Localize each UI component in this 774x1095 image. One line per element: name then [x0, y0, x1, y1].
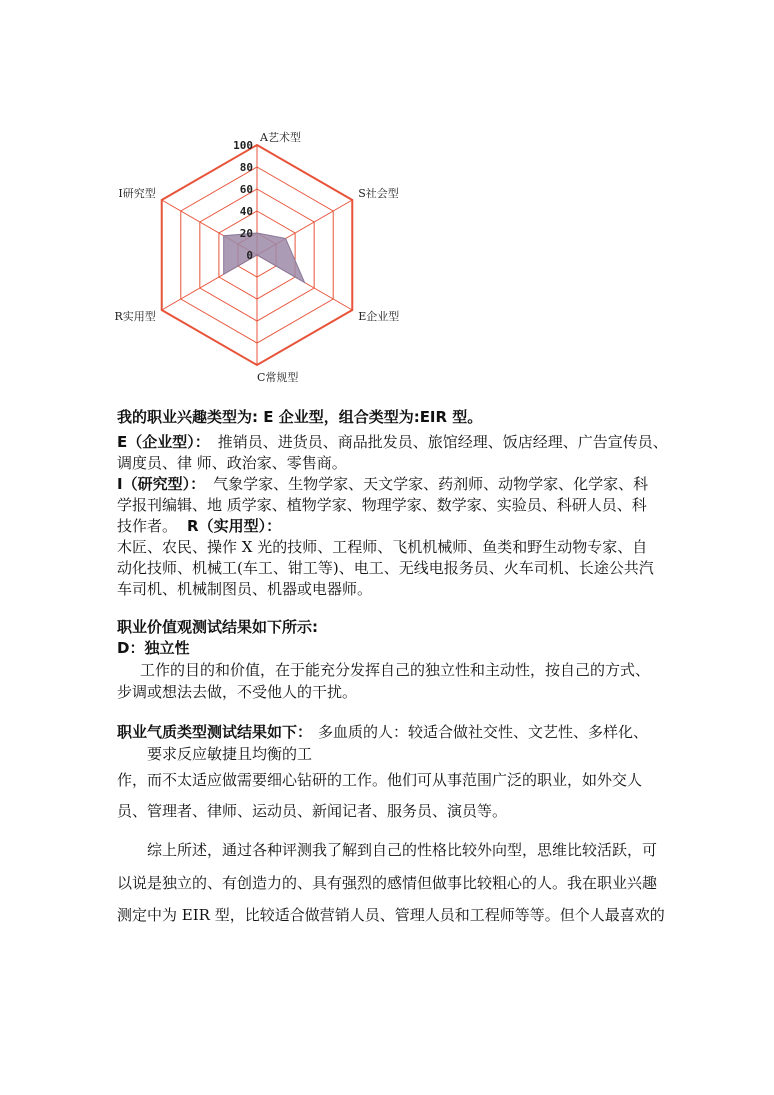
summary-3: 测定中为 EIR 型，比较适合做营销人员、管理人员和工程师等等。但个人最喜欢的: [117, 906, 665, 924]
temperament-desc-3: 员、管理者、律师、运动员、新闻记者、服务员、演员等。: [117, 802, 508, 820]
e-type-jobs: 推销员、进货员、商品批发员、旅馆经理、饭店经理、广告宣传员、: [217, 433, 668, 451]
temperament-desc-2: 作，而不太适应做需要细心钻研的工作。他们可从事范围广泛的职业，如外交人: [117, 771, 643, 789]
summary-1: 综上所述，通过各种评测我了解到自己的性格比较外向型，思维比较活跃，可: [147, 841, 658, 859]
radar-axis-label: A艺术型: [260, 131, 301, 144]
radar-tick-label: 40: [239, 205, 253, 218]
temperament-desc-1: 要求反应敏捷且均衡的工: [147, 745, 313, 763]
i-type-label: I（研究型）：: [117, 475, 206, 493]
radar-axis-label: S社会型: [358, 187, 399, 200]
r-type-jobs-3: 车司机、机械制图员、机器或电器师。: [117, 580, 373, 598]
radar-tick-label: 80: [239, 161, 253, 174]
radar-axis-label: E企业型: [358, 310, 400, 323]
r-type-line: [117, 516, 281, 536]
e-type-jobs-cont: 调度员、律 师、政治家、零售商。: [117, 454, 347, 472]
radar-axis-label: I研究型: [118, 187, 156, 200]
interest-type-heading: 我的职业兴趣类型为: E 企业型，组合类型为:EIR 型。: [117, 408, 483, 426]
e-type-line: [117, 432, 668, 452]
temperament-type: 多血质的人：较适合做社交性、文艺性、多样化、: [318, 723, 649, 741]
radar-area: [224, 233, 305, 283]
temperament-heading: 职业气质类型测试结果如下：: [117, 723, 313, 741]
radar-data-area: [224, 233, 305, 283]
radar-tick-label: 0: [246, 249, 253, 262]
e-type-label: E（企业型）：: [117, 433, 210, 451]
r-type-label: R（实用型）：: [187, 517, 282, 535]
values-desc-1: 工作的目的和价值，在于能充分发挥自己的独立性和主动性，按自己的方式、: [140, 661, 651, 679]
summary-2: 以说是独立的、有创造力的、具有强烈的感情但做事比较粗心的人。我在职业兴趣: [117, 874, 658, 892]
r-type-jobs-2: 动化技师、机械工(车工、钳工等)、电工、无线电报务员、火车司机、长途公共汽: [117, 559, 654, 577]
radar-axis-label: R实用型: [114, 310, 156, 323]
values-heading: 职业价值观测试结果如下所示:: [117, 618, 318, 636]
radar-tick-label: 100: [233, 139, 253, 152]
i-type-jobs-end: 技作者。: [117, 517, 178, 535]
i-type-jobs-cont: 学报刊编辑、地 质学家、植物学家、物理学家、数学家、实验员、科研人员、科: [117, 496, 647, 514]
radar-tick-label: 60: [239, 183, 253, 196]
radar-axis-label: C常规型: [257, 371, 299, 384]
i-type-line: [117, 474, 648, 494]
values-result: D：独立性: [117, 639, 190, 657]
temperament-line: [117, 722, 648, 742]
i-type-jobs: 气象学家、生物学家、天文学家、药剂师、动物学家、化学家、科: [213, 475, 649, 493]
radar-chart: [100, 120, 400, 390]
radar-tick-label: 20: [239, 227, 253, 240]
values-desc-2: 步调或想法去做，不受他人的干扰。: [117, 683, 358, 701]
r-type-jobs-1: 木匠、农民、操作 X 光的技师、工程师、飞机机械师、鱼类和野生动物专家、自: [117, 538, 648, 556]
